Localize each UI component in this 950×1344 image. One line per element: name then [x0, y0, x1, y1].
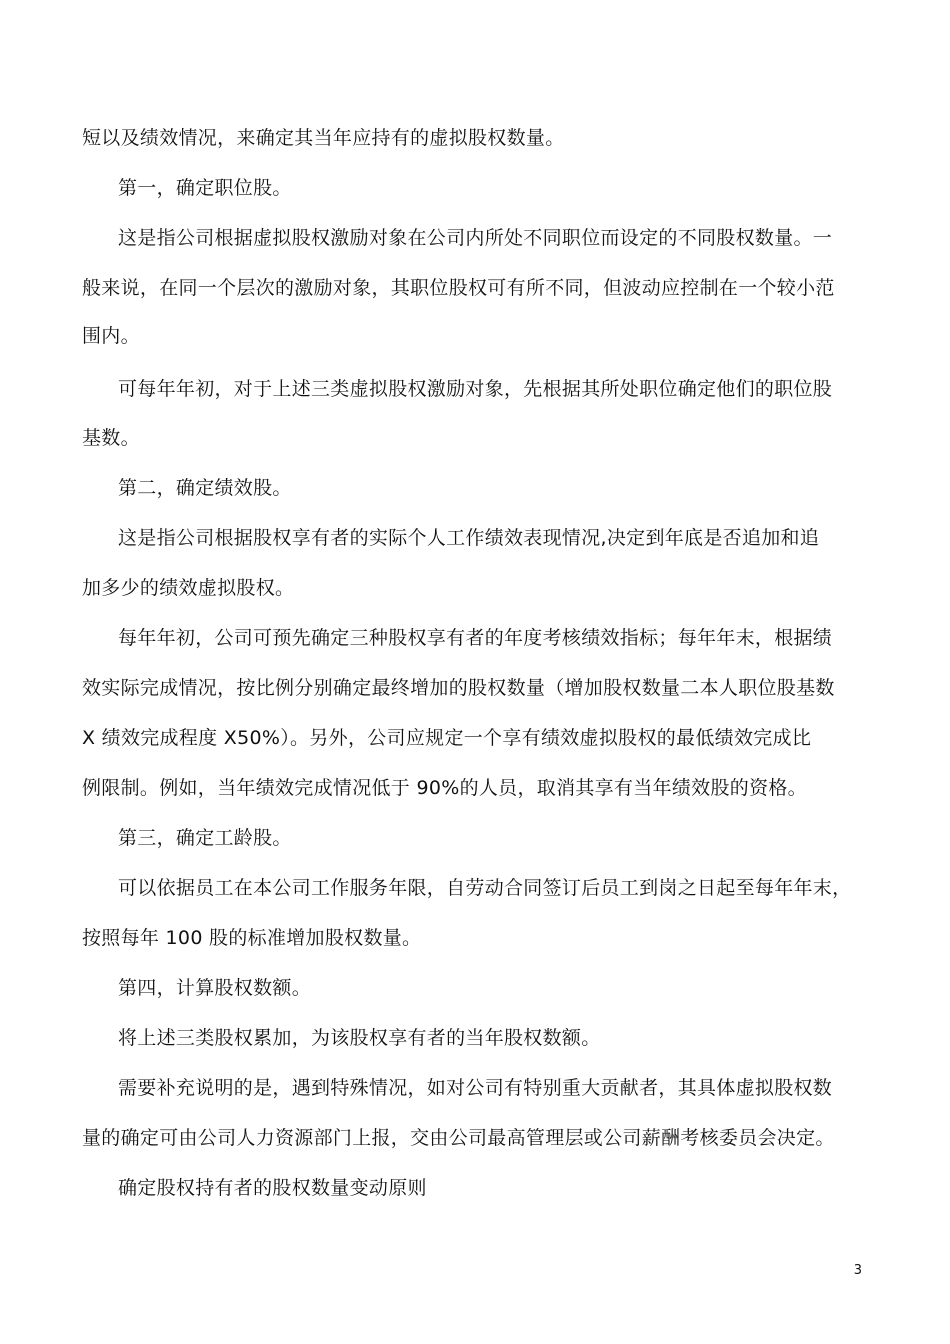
section-heading-performance-shares: 第二，确定绩效股。 — [118, 477, 292, 499]
text-line: 每年年初，公司可预先确定三种股权享有者的年度考核绩效指标；每年年末，根据绩 — [118, 627, 833, 649]
text-line: 般来说，在同一个层次的激励对象，其职位股权可有所不同，但波动应控制在一个较小范 — [82, 277, 835, 299]
text-line: 效实际完成情况，按比例分别确定最终增加的股权数量（增加股权数量二本人职位股基数 — [82, 677, 835, 699]
section-heading-change-principles: 确定股权持有者的股权数量变动原则 — [118, 1177, 427, 1199]
text-line: 需要补充说明的是，遇到特殊情况，如对公司有特别重大贡献者，其具体虚拟股权数 — [118, 1077, 833, 1099]
text-line: 量的确定可由公司人力资源部门上报，交由公司最高管理层或公司薪酬考核委员会决定。 — [82, 1127, 835, 1149]
text-line: 围内。 — [82, 325, 140, 347]
text-line: 这是指公司根据股权享有者的实际个人工作绩效表现情况,决定到年底是否追加和追 — [118, 527, 820, 549]
text-line: 可每年年初，对于上述三类虚拟股权激励对象，先根据其所处职位确定他们的职位股 — [118, 378, 833, 400]
text-line: X 绩效完成程度 X50%）。另外，公司应规定一个享有绩效虚拟股权的最低绩效完成比 — [82, 727, 812, 749]
text-line: 例限制。例如，当年绩效完成情况低于 90%的人员，取消其享有当年绩效股的资格。 — [82, 777, 807, 799]
text-line: 基数。 — [82, 427, 140, 449]
section-heading-position-shares: 第一，确定职位股。 — [118, 177, 292, 199]
section-heading-seniority-shares: 第三，确定工龄股。 — [118, 827, 292, 849]
text-line: 加多少的绩效虚拟股权。 — [82, 577, 295, 599]
text-line: 按照每年 100 股的标准增加股权数量。 — [82, 927, 422, 949]
text-line: 可以依据员工在本公司工作服务年限，自劳动合同签订后员工到岗之日起至每年年末， — [118, 877, 852, 899]
page-number: 3 — [853, 1263, 862, 1278]
section-heading-calculate-shares: 第四，计算股权数额。 — [118, 977, 312, 999]
text-line: 短以及绩效情况，来确定其当年应持有的虚拟股权数量。 — [82, 127, 565, 149]
text-line: 这是指公司根据虚拟股权激励对象在公司内所处不同职位而设定的不同股权数量。一 — [118, 227, 833, 249]
text-line: 将上述三类股权累加，为该股权享有者的当年股权数额。 — [118, 1027, 601, 1049]
